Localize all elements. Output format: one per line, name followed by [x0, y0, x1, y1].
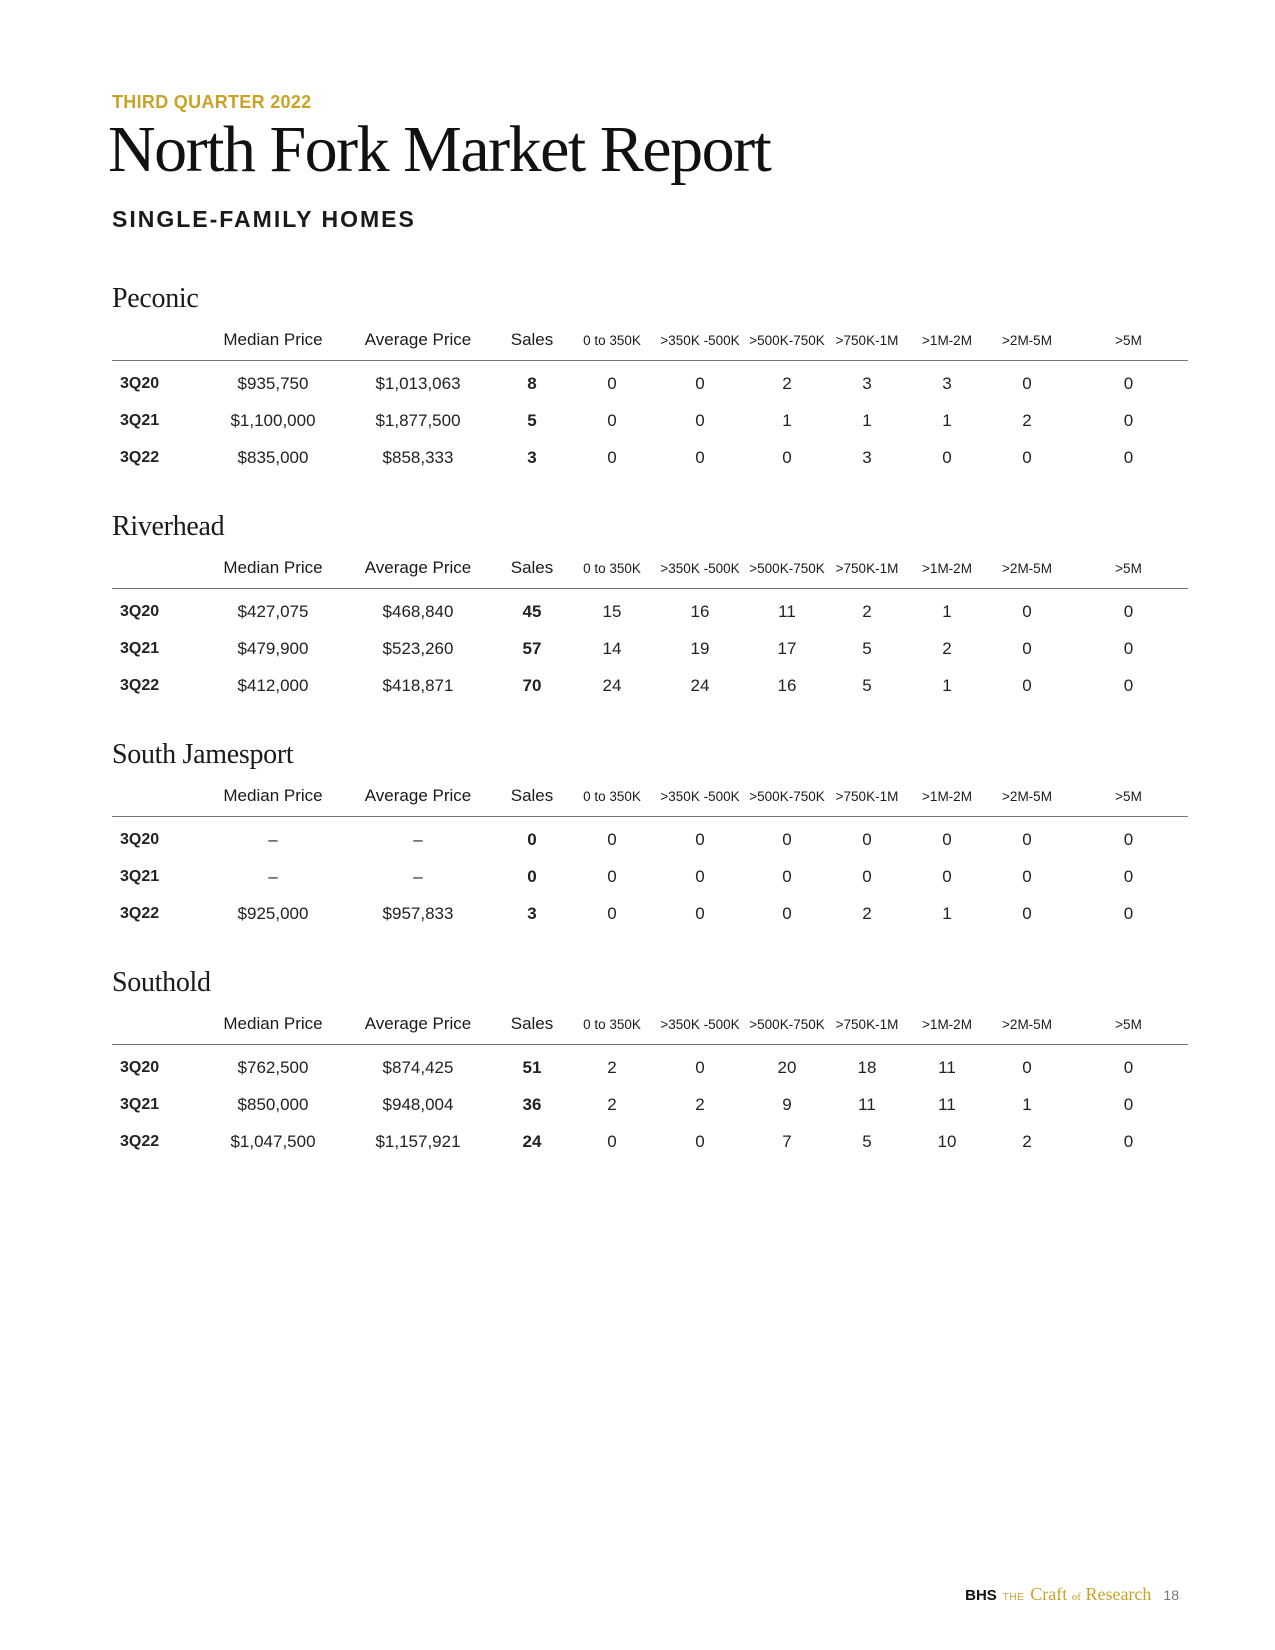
- table-cell: 0: [1022, 601, 1032, 621]
- row-period: 3Q20: [120, 1058, 160, 1076]
- table-cell: $948,004: [382, 1094, 454, 1114]
- column-header: Sales: [491, 320, 573, 361]
- table-cell: 0: [695, 1057, 705, 1077]
- footer-craft-of-research: [1030, 1584, 1151, 1605]
- column-header: >350K -500K: [651, 1004, 749, 1045]
- table-cell: 0: [527, 829, 537, 849]
- table-cell: $1,013,063: [375, 373, 461, 393]
- section-title: Riverhead: [112, 511, 225, 542]
- table-row: [112, 667, 1188, 704]
- table-cell: 0: [695, 447, 705, 467]
- row-period: 3Q21: [120, 411, 160, 429]
- column-header: >500K-750K: [749, 1004, 825, 1045]
- table-cell: 3: [862, 373, 872, 393]
- table-cell: 3: [942, 373, 952, 393]
- table-cell: $412,000: [237, 675, 309, 695]
- table-cell: 7: [782, 1131, 792, 1151]
- column-header: >2M-5M: [985, 320, 1069, 361]
- table-cell: 3: [527, 447, 537, 467]
- table-cell: 1: [862, 410, 872, 430]
- table-cell: 0: [1123, 903, 1134, 923]
- table-cell: –: [268, 829, 278, 849]
- column-header: >1M-2M: [909, 776, 985, 817]
- column-header: >350K -500K: [651, 548, 749, 589]
- table-cell: 0: [782, 829, 792, 849]
- table-cell: 51: [522, 1057, 542, 1077]
- table-cell: 0: [1022, 903, 1032, 923]
- table-row: [112, 589, 1188, 631]
- table-cell: $468,840: [382, 601, 454, 621]
- table-cell: 0: [695, 866, 705, 886]
- table-cell: 5: [862, 638, 872, 658]
- table-cell: 5: [527, 410, 537, 430]
- column-header: Average Price: [345, 1004, 491, 1045]
- table-cell: 1: [942, 410, 952, 430]
- column-header: >1M-2M: [909, 320, 985, 361]
- column-header: >750K-1M: [825, 320, 909, 361]
- table-cell: 0: [1123, 1131, 1134, 1151]
- table-cell: 0: [695, 373, 705, 393]
- column-header: >500K-750K: [749, 548, 825, 589]
- column-header: 0 to 350K: [573, 320, 651, 361]
- row-period: 3Q22: [120, 1132, 160, 1150]
- table-cell: $418,871: [382, 675, 454, 695]
- section-title: Peconic: [112, 283, 199, 314]
- table-cell: 15: [602, 601, 622, 621]
- section-southold: [112, 964, 1188, 1160]
- column-header-period: [112, 548, 201, 589]
- table-cell: $858,333: [382, 447, 454, 467]
- row-period: 3Q20: [120, 602, 160, 620]
- table-row: [112, 402, 1188, 439]
- table-cell: 0: [607, 1131, 617, 1151]
- column-header: Median Price: [201, 1004, 345, 1045]
- column-header: Sales: [491, 1004, 573, 1045]
- row-period: 3Q21: [120, 1095, 160, 1113]
- footer-brand: BHS: [965, 1587, 997, 1604]
- table-cell: 0: [607, 866, 617, 886]
- table-cell: 3: [527, 903, 537, 923]
- table-cell: 1: [942, 675, 952, 695]
- column-header: >1M-2M: [909, 1004, 985, 1045]
- table-cell: $874,425: [382, 1057, 454, 1077]
- column-header-period: [112, 1004, 201, 1045]
- table-cell: $1,157,921: [375, 1131, 461, 1151]
- table-cell: 16: [690, 601, 710, 621]
- table-cell: 0: [607, 410, 617, 430]
- column-header: >2M-5M: [985, 1004, 1069, 1045]
- table-cell: 0: [607, 903, 617, 923]
- column-header: >500K-750K: [749, 776, 825, 817]
- table-cell: 11: [858, 1094, 876, 1114]
- table-cell: $1,877,500: [375, 410, 461, 430]
- table-cell: $762,500: [237, 1057, 309, 1077]
- table-row: [112, 858, 1188, 895]
- table-cell: 0: [1022, 373, 1032, 393]
- row-period: 3Q20: [120, 830, 160, 848]
- table-cell: 0: [1022, 829, 1032, 849]
- table-cell: $935,750: [237, 373, 309, 393]
- row-period: 3Q22: [120, 676, 160, 694]
- table-cell: 0: [607, 829, 617, 849]
- table-row: [112, 361, 1188, 403]
- table-row: [112, 895, 1188, 932]
- table-cell: 0: [695, 410, 705, 430]
- table-cell: 0: [1123, 447, 1134, 467]
- column-header: >750K-1M: [825, 1004, 909, 1045]
- row-period: 3Q22: [120, 904, 160, 922]
- table-cell: 0: [1022, 866, 1032, 886]
- table-cell: 2: [862, 601, 872, 621]
- table-cell: 0: [695, 829, 705, 849]
- table-cell: 24: [690, 675, 710, 695]
- table-cell: 1: [782, 410, 792, 430]
- table-cell: 0: [607, 373, 617, 393]
- column-header-period: [112, 776, 201, 817]
- table-cell: 1: [942, 601, 952, 621]
- column-header: >750K-1M: [825, 548, 909, 589]
- table-cell: $1,047,500: [230, 1131, 316, 1151]
- table-cell: 11: [938, 1094, 956, 1114]
- market-table: [112, 320, 1188, 476]
- table-cell: $479,900: [237, 638, 309, 658]
- section-peconic: [112, 280, 1188, 476]
- table-cell: 0: [1123, 866, 1134, 886]
- table-cell: 2: [607, 1094, 617, 1114]
- table-cell: 2: [1022, 410, 1032, 430]
- footer-of: of: [1071, 1591, 1081, 1603]
- column-header: 0 to 350K: [573, 548, 651, 589]
- table-cell: $1,100,000: [230, 410, 316, 430]
- table-cell: 0: [607, 447, 617, 467]
- column-header: Sales: [491, 548, 573, 589]
- table-cell: 2: [607, 1057, 617, 1077]
- column-header: Sales: [491, 776, 573, 817]
- table-cell: 0: [695, 1131, 705, 1151]
- column-header: 0 to 350K: [573, 776, 651, 817]
- table-cell: 0: [1022, 675, 1032, 695]
- report-kicker: THIRD QUARTER 2022: [112, 92, 312, 112]
- column-header: Median Price: [201, 320, 345, 361]
- table-cell: –: [413, 866, 423, 886]
- table-cell: 0: [782, 903, 792, 923]
- table-cell: 3: [862, 447, 872, 467]
- column-header: Median Price: [201, 548, 345, 589]
- table-row: [112, 630, 1188, 667]
- table-cell: 0: [1123, 675, 1134, 695]
- column-header: >5M: [1069, 320, 1188, 361]
- column-header: >350K -500K: [651, 776, 749, 817]
- section-riverhead: [112, 508, 1188, 704]
- market-table: [112, 1004, 1188, 1160]
- column-header: >350K -500K: [651, 320, 749, 361]
- table-cell: –: [268, 866, 278, 886]
- footer-the: THE: [1002, 1592, 1025, 1603]
- column-header: Average Price: [345, 548, 491, 589]
- table-row: [112, 1086, 1188, 1123]
- table-cell: $925,000: [237, 903, 309, 923]
- column-header: Average Price: [345, 320, 491, 361]
- page-number: 18: [1163, 1587, 1179, 1603]
- table-cell: 2: [1022, 1131, 1032, 1151]
- table-cell: 2: [862, 903, 872, 923]
- table-cell: 8: [527, 373, 537, 393]
- table-cell: 2: [782, 373, 792, 393]
- table-cell: 0: [1123, 601, 1134, 621]
- section-title: South Jamesport: [112, 739, 294, 770]
- table-cell: 24: [602, 675, 622, 695]
- table-cell: 0: [1123, 373, 1134, 393]
- column-header: >2M-5M: [985, 548, 1069, 589]
- table-cell: $850,000: [237, 1094, 309, 1114]
- column-header: >2M-5M: [985, 776, 1069, 817]
- table-cell: 0: [942, 447, 952, 467]
- table-cell: 5: [862, 675, 872, 695]
- market-table: [112, 548, 1188, 704]
- table-cell: 0: [1123, 1057, 1134, 1077]
- table-cell: 0: [1123, 1094, 1134, 1114]
- section-south-jamesport: [112, 736, 1188, 932]
- column-header: 0 to 350K: [573, 1004, 651, 1045]
- table-cell: 24: [522, 1131, 542, 1151]
- table-cell: 0: [1123, 829, 1134, 849]
- column-header: Median Price: [201, 776, 345, 817]
- column-header: >500K-750K: [749, 320, 825, 361]
- table-cell: 0: [782, 866, 792, 886]
- table-cell: 20: [777, 1057, 797, 1077]
- table-cell: 0: [942, 866, 952, 886]
- column-header: >1M-2M: [909, 548, 985, 589]
- table-cell: 1: [1022, 1094, 1032, 1114]
- table-row: [112, 1123, 1188, 1160]
- row-period: 3Q21: [120, 867, 160, 885]
- table-cell: 0: [1022, 447, 1032, 467]
- report-title: North Fork Market Report: [108, 113, 771, 186]
- column-header: >750K-1M: [825, 776, 909, 817]
- table-row: [112, 817, 1188, 859]
- page-footer: [965, 1584, 1179, 1605]
- table-cell: 36: [522, 1094, 542, 1114]
- table-cell: 57: [522, 638, 542, 658]
- table-cell: 14: [602, 638, 622, 658]
- market-table: [112, 776, 1188, 932]
- section-title: Southold: [112, 967, 211, 998]
- table-cell: 0: [782, 447, 792, 467]
- table-cell: 10: [937, 1131, 957, 1151]
- report-subtitle: SINGLE-FAMILY HOMES: [112, 206, 416, 232]
- table-cell: 18: [857, 1057, 877, 1077]
- table-cell: $427,075: [237, 601, 309, 621]
- row-period: 3Q22: [120, 448, 160, 466]
- table-cell: 0: [695, 903, 705, 923]
- table-cell: 11: [778, 601, 796, 621]
- table-cell: $523,260: [382, 638, 454, 658]
- table-cell: $957,833: [382, 903, 454, 923]
- column-header: >5M: [1069, 548, 1188, 589]
- table-cell: 0: [1022, 638, 1032, 658]
- footer-research: Research: [1085, 1584, 1152, 1604]
- row-period: 3Q20: [120, 374, 160, 392]
- column-header: >5M: [1069, 1004, 1188, 1045]
- table-cell: 70: [522, 675, 542, 695]
- row-period: 3Q21: [120, 639, 160, 657]
- table-cell: 0: [1123, 638, 1134, 658]
- table-cell: 17: [777, 638, 797, 658]
- table-cell: 2: [695, 1094, 705, 1114]
- column-header-period: [112, 320, 201, 361]
- column-header: >5M: [1069, 776, 1188, 817]
- table-cell: 0: [527, 866, 537, 886]
- table-cell: 0: [942, 829, 952, 849]
- table-cell: 0: [862, 829, 872, 849]
- table-cell: 9: [782, 1094, 792, 1114]
- footer-craft: Craft: [1030, 1584, 1068, 1604]
- column-header: Average Price: [345, 776, 491, 817]
- table-cell: 19: [690, 638, 710, 658]
- table-cell: 16: [777, 675, 797, 695]
- table-cell: 0: [1022, 1057, 1032, 1077]
- table-cell: 0: [1123, 410, 1134, 430]
- table-cell: 0: [862, 866, 872, 886]
- table-row: [112, 439, 1188, 476]
- table-cell: 5: [862, 1131, 872, 1151]
- table-cell: $835,000: [237, 447, 309, 467]
- table-cell: 11: [938, 1057, 956, 1077]
- table-cell: –: [413, 829, 423, 849]
- table-cell: 1: [942, 903, 952, 923]
- table-row: [112, 1045, 1188, 1087]
- table-cell: 45: [522, 601, 542, 621]
- table-cell: 2: [942, 638, 952, 658]
